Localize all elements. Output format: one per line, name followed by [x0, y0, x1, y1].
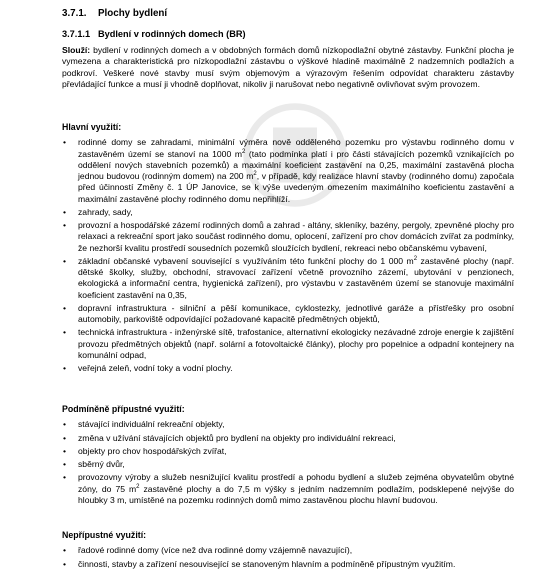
- list-item-text: řadové rodinné domy (více než dva rodinné domy vzájemně navazující),: [78, 545, 353, 556]
- list-item-text: , v případě, kdy realizace hlavní stavby (rodinného domu) započala před účinností Změny č. 1 ÚP Janovice, se k výše uvedeným omezením maximálního koeficientu zastavění a maximální zastavěné plochy rodinného domu nepřihlíží.: [78, 171, 514, 204]
- purpose-paragraph: [62, 45, 514, 90]
- list-item-text: základní občanské vybavení související s využíváním této funkční plochy do 1 000 m: [78, 255, 414, 266]
- list-item-text: rodinné domy se zahradami, minimální výměra nově odděleného pozemku pro výstavbu rodinného domu v zastavěném území se stanoví na 1000 m: [78, 137, 514, 159]
- conditional-use-section: [62, 404, 514, 508]
- bullet-icon: •: [63, 445, 67, 456]
- bullet-icon: •: [63, 220, 67, 230]
- list-item: [62, 303, 514, 326]
- prohibited-use-section: [62, 530, 514, 572]
- bullet-icon: •: [63, 302, 67, 313]
- bullet-icon: •: [63, 459, 67, 469]
- list-item: [62, 446, 514, 457]
- list-item: [62, 220, 514, 254]
- prohibited-use-list: [62, 545, 514, 570]
- purpose-text: bydlení v rodinných domech a v obdobných formách domů nízkopodlažní obytné zástavby. Funkční plocha je vymezena a charakteristická pro nízkopodlažní zástavbu o výškové hladině maximálně 2 nadzemních podlažích a podkroví. Veškeré nové stavby musí svým objemovým a výrazovým řešením odpovídat charakteru zástavby převládající funkce a musí ji vhodně doplňovat, nikoliv ji narušovat nebo negativně ovlivňovat svým provozem.: [62, 45, 515, 89]
- list-item: [62, 559, 514, 570]
- list-item-text: dopravní infrastruktura - silniční a pěší komunikace, cyklostezky, jednotlivé garáže a přístřešky pro osobní automobily, parkoviště odpovídající požadované kapacitě předmětných objektů,: [78, 302, 514, 324]
- list-item: [62, 256, 514, 301]
- list-item: [62, 459, 514, 470]
- list-item-text: provozovny výroby a služeb nesnižující kvalitu prostředí a pohodu bydlení a služeb zejména obyvatelům obytné zóny, do 75 m: [78, 472, 514, 494]
- section-heading: [62, 8, 167, 19]
- list-item-text: zastavěné plochy a do 7,5 m výšky s jedním nadzemním podlažím, podsklepené nejvýše do hloubky 3 m, umístěné na pozemku rodinných domů mimo zastavěnou plochu hlavní budovou.: [78, 483, 514, 505]
- list-item: [62, 419, 514, 430]
- superscript: 2: [241, 148, 246, 155]
- list-item-text: zahrady, sady,: [78, 206, 133, 217]
- list-item-text: stávající individuální rekreační objekty,: [78, 419, 225, 430]
- list-item: [62, 433, 514, 444]
- list-item-text: provozní a hospodářské zázemí rodinných domů a zahrad - altány, skleníky, bazény, pergoly, zpevněné plochy pro relaxaci a rekreační sport jako součást rodinného domu, oplocení, zařízení pro chov domácích zvířat za podmínky, že nezhorší kvalitu prostředí sousedních pozemků sloužících bydlení, rekreaci nebo občanskému vybavení,: [78, 220, 514, 253]
- section-title: Plochy bydlení: [98, 8, 168, 19]
- list-item-text: objekty pro chov hospodářských zvířat,: [78, 445, 227, 456]
- list-item-text: (tato podmínka platí i pro části stávajících pozemků vznikajících po oddělení nových stavebních pozemků) a maximální koeficient zastavění na 0,25, maximální zastavěná plocha jednou budovou (rodinným domem) na 200 m: [78, 148, 514, 181]
- subsection-heading: [62, 29, 246, 40]
- list-item-text: zastavěné plochy (např. dětské školky, služby, obchodní, stravovací zařízení včetně provozního zázemí, ubytování v penzionech, ekologická a informační centra, hygienická zařízení), pro výstavbu v zastavěném území se stanovuje maximální koeficient zastavění na 0,35,: [78, 255, 514, 300]
- list-item-text: činnosti, stavby a zařízení nesouvisející se stanoveným hlavním a podmíněně přípustným využitím.: [78, 558, 456, 569]
- bullet-icon: •: [63, 558, 67, 569]
- bullet-icon: •: [63, 545, 67, 556]
- bullet-icon: •: [63, 363, 67, 373]
- bullet-icon: •: [63, 206, 67, 217]
- list-item-text: změna v užívání stávajících objektů pro bydlení na objekty pro individuální rekreaci,: [78, 432, 396, 443]
- conditional-use-list: [62, 419, 514, 506]
- list-item: [62, 137, 514, 205]
- list-item: [62, 545, 514, 556]
- prohibited-use-title: Nepřípustné využití:: [62, 530, 147, 540]
- bullet-icon: •: [63, 137, 67, 148]
- list-item: [62, 207, 514, 218]
- superscript: 2: [253, 171, 257, 178]
- list-item-text: technická infrastruktura - inženýrské sítě, trafostanice, alternativní ekologicky nezávadné zdroje energie k zajištění provozu předmětných objektů (např. solární a fotovoltaické články), plochy pro popelnice a odpadní kontejnery na komunální odpad,: [78, 327, 514, 360]
- bullet-icon: •: [63, 472, 67, 483]
- main-use-title: Hlavní využití:: [62, 122, 122, 132]
- list-item-text: veřejná zeleň, vodní toky a vodní plochy.: [78, 363, 233, 373]
- purpose-label: Slouží:: [62, 45, 91, 55]
- list-item-text: sběrný dvůr,: [78, 459, 125, 469]
- list-item: [62, 472, 514, 506]
- list-item: [62, 327, 514, 361]
- subsection-number: 3.7.1.1: [62, 29, 91, 39]
- bullet-icon: •: [63, 419, 67, 430]
- bullet-icon: •: [63, 432, 67, 443]
- subsection-title: Bydlení v rodinných domech (BR): [98, 29, 246, 39]
- bullet-icon: •: [63, 255, 67, 266]
- list-item: [62, 363, 514, 374]
- main-use-list: [62, 137, 514, 374]
- main-use-section: [62, 122, 514, 376]
- section-number: 3.7.1.: [62, 8, 87, 19]
- superscript: 2: [413, 255, 418, 262]
- superscript: 2: [136, 483, 140, 490]
- bullet-icon: •: [63, 327, 67, 338]
- conditional-use-title: Podmíněně přípustné využití:: [62, 404, 185, 414]
